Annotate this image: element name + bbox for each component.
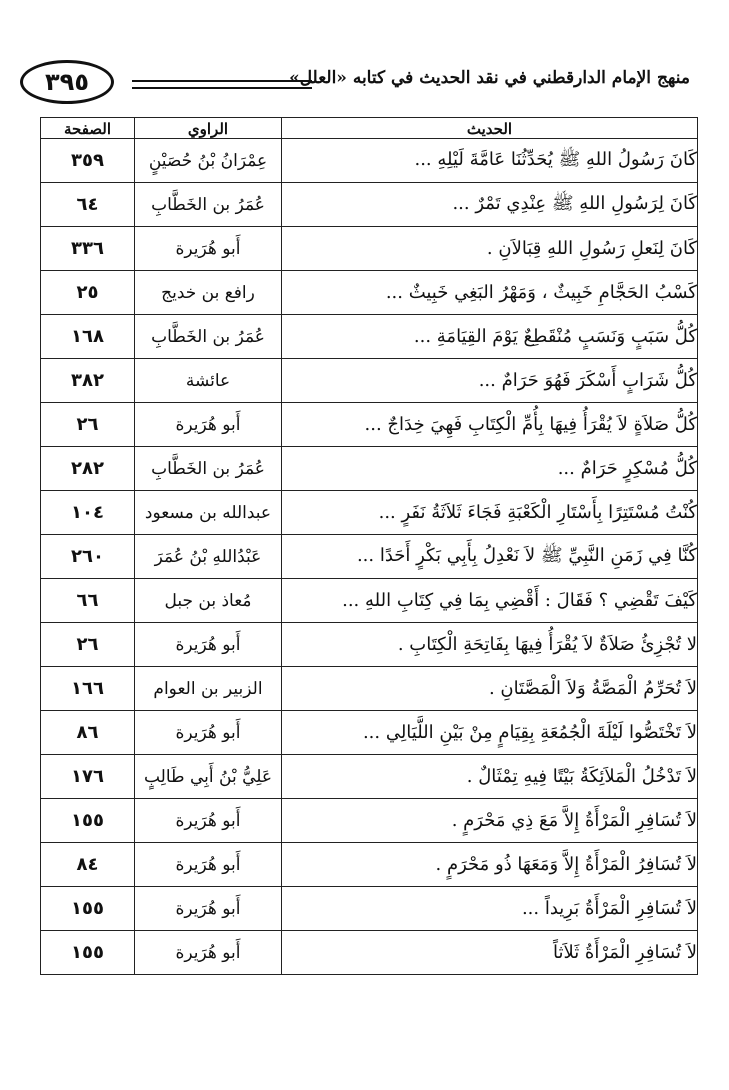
narrator-cell: عبدالله بن مسعود (135, 491, 282, 535)
narrator-cell: أَبو هُرَيرة (135, 799, 282, 843)
page-cell: ٦٤ (41, 183, 135, 227)
page-cell: ١٦٦ (41, 667, 135, 711)
hadith-cell: كُلُّ صَلاَةٍ لاَ يُقْرَأُ فِيهَا بِأُمِّ الْكِتَابِ فَهِيَ خِدَاجٌ ... (282, 403, 698, 447)
hadith-cell: لاَ تُسَافِرِ الْمَرْأَةُ إِلاَّ مَعَ ذِي مَحْرَمٍ . (282, 799, 698, 843)
narrator-cell: أَبو هُرَيرة (135, 403, 282, 447)
page-number (20, 60, 114, 104)
table-row (41, 403, 698, 447)
hadith-cell: كُلُّ شَرَابٍ أَسْكَرَ فَهُوَ حَرَامٌ ... (282, 359, 698, 403)
table-row (41, 535, 698, 579)
table-row (41, 579, 698, 623)
hadith-cell: لاَ تُسَافِرِ الْمَرْأَةُ بَرِيداً ... (282, 887, 698, 931)
table-row (41, 359, 698, 403)
table-row (41, 755, 698, 799)
table-row (41, 491, 698, 535)
page-cell: ٢٥ (41, 271, 135, 315)
page-cell: ٣٨٢ (41, 359, 135, 403)
table-row (41, 271, 698, 315)
page-cell: ٨٦ (41, 711, 135, 755)
narrator-cell: أَبو هُرَيرة (135, 711, 282, 755)
hadith-cell: لاَ تُحَرِّمُ الْمَصَّةُ وَلاَ الْمَصَّتَانِ . (282, 667, 698, 711)
narrator-cell: أَبو هُرَيرة (135, 887, 282, 931)
table-row (41, 315, 698, 359)
hadith-cell: لاَ تُسَافِرِ الْمَرْأَةُ ثَلاَثاً (282, 931, 698, 975)
page-cell: ٦٦ (41, 579, 135, 623)
narrator-cell: رافع بن خديج (135, 271, 282, 315)
narrator-cell: عَبْدُاللهِ بْنُ عُمَرَ (135, 535, 282, 579)
narrator-cell: أَبو هُرَيرة (135, 227, 282, 271)
page-cell: ١٦٨ (41, 315, 135, 359)
page-cell: ١٠٤ (41, 491, 135, 535)
hadith-cell: لا تُجْزِئُ صَلاَةٌ لاَ يُقْرَأُ فِيهَا بِفَاتِحَةِ الْكِتَابِ . (282, 623, 698, 667)
table-row (41, 183, 698, 227)
hadith-cell: كُلُّ مُسْكِرٍ حَرَامٌ ... (282, 447, 698, 491)
hadith-cell: كَانَ لِنَعلِ رَسُولِ اللهِ قِبَالاَنِ . (282, 227, 698, 271)
narrator-cell: أَبو هُرَيرة (135, 843, 282, 887)
page-cell: ٢٦٠ (41, 535, 135, 579)
hadith-cell: كَانَ لِرَسُولِ اللهِ ﷺ عِنْدِي تَمْرٌ ... (282, 183, 698, 227)
narrator-cell: عائشة (135, 359, 282, 403)
narrator-cell: عُمَرُ بن الخَطَّابِ (135, 315, 282, 359)
hadith-cell: كَيْفَ تَقْضِي ؟ فَقَالَ : أَقْضِي بِمَا فِي كِتَابِ اللهِ ... (282, 579, 698, 623)
narrator-cell: عَلِيُّ بْنُ أَبِي طَالِبٍ (135, 755, 282, 799)
running-title: منهج الإمام الدارقطني في نقد الحديث في كتابه «العلل» (289, 68, 690, 88)
page-header (20, 58, 690, 112)
narrator-cell: مُعاذ بن جبل (135, 579, 282, 623)
page-number-text: ٣٩٥ (45, 68, 89, 96)
table-row (41, 227, 698, 271)
page-cell: ٣٥٩ (41, 139, 135, 183)
narrator-cell: عِمْرَانُ بْنُ حُصَيْنٍ (135, 139, 282, 183)
page-cell: ٢٦ (41, 623, 135, 667)
table-row (41, 887, 698, 931)
page-cell: ٢٦ (41, 403, 135, 447)
narrator-cell: أَبو هُرَيرة (135, 623, 282, 667)
page-cell: ٣٣٦ (41, 227, 135, 271)
narrator-cell: الزبير بن العوام (135, 667, 282, 711)
table-row (41, 667, 698, 711)
page-cell: ١٥٥ (41, 931, 135, 975)
narrator-cell: عُمَرُ بن الخَطَّابِ (135, 183, 282, 227)
hadith-cell: كَانَ رَسُولُ اللهِ ﷺ يُحَدِّثُنَا عَامَّةَ لَيْلِهِ ... (282, 139, 698, 183)
table-row (41, 623, 698, 667)
page-cell: ١٧٦ (41, 755, 135, 799)
page-cell: ١٥٥ (41, 799, 135, 843)
narrator-cell: عُمَرُ بن الخَطَّابِ (135, 447, 282, 491)
page-cell: ٢٨٢ (41, 447, 135, 491)
narrator-cell: أَبو هُرَيرة (135, 931, 282, 975)
table-row (41, 843, 698, 887)
page-cell: ١٥٥ (41, 887, 135, 931)
hadith-cell: كُنْتُ مُسْتَتِرًا بِأَسْتَارِ الْكَعْبَةِ فَجَاءَ ثَلاَثَةُ نَفَرٍ ... (282, 491, 698, 535)
table-row (41, 711, 698, 755)
page-cell: ٨٤ (41, 843, 135, 887)
hadith-cell: كُنَّا فِي زَمَنِ النَّبِيِّ ﷺ لاَ نَعْدِلُ بِأَبِي بَكْرٍ أَحَدًا ... (282, 535, 698, 579)
table-row (41, 139, 698, 183)
hadith-cell: كَسْبُ الحَجَّامِ خَبِيثٌ ، وَمَهْرُ البَغِي خَبِيثٌ ... (282, 271, 698, 315)
table-row (41, 447, 698, 491)
table-header-row (41, 118, 698, 139)
hadith-cell: كُلُّ سَبَبٍ وَنَسَبٍ مُنْقَطِعٌ يَوْمَ القِيَامَةِ ... (282, 315, 698, 359)
header-rule-bottom (132, 87, 312, 89)
header-rule-top (132, 80, 312, 82)
hadith-cell: لاَ تَدْخُلُ الْمَلاَئِكَةُ بَيْتًا فِيهِ تِمْثَالٌ . (282, 755, 698, 799)
table-row (41, 799, 698, 843)
column-header-hadith: الحديث (282, 118, 698, 139)
hadith-cell: لاَ تُسَافِرُ الْمَرْأَةُ إِلاَّ وَمَعَهَا ذُو مَحْرَمٍ . (282, 843, 698, 887)
hadith-index-table (40, 117, 698, 975)
table-row (41, 931, 698, 975)
column-header-narrator: الراوي (135, 118, 282, 139)
column-header-page: الصفحة (41, 118, 135, 139)
hadith-cell: لاَ تَخْتَصُّوا لَيْلَةَ الْجُمُعَةِ بِقِيَامٍ مِنْ بَيْنِ اللَّيَالِي ... (282, 711, 698, 755)
